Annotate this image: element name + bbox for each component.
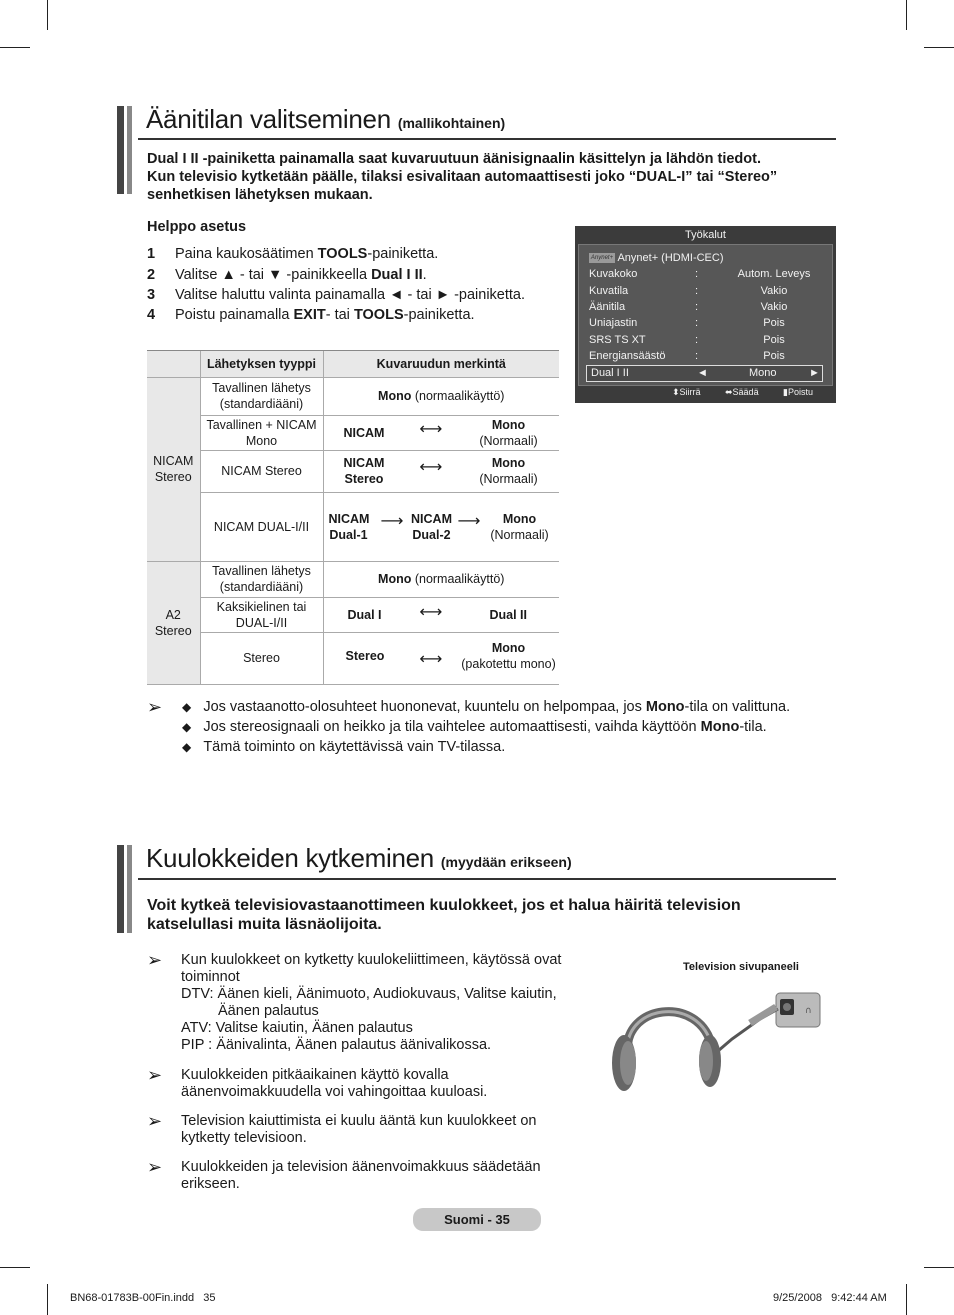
step-text: . [422, 267, 427, 283]
footer-file: BN68-01783B-00Fin.indd 35 [70, 1292, 216, 1304]
table-cell: Stereo [200, 632, 323, 684]
table-row [147, 492, 559, 561]
step-bold: TOOLS [317, 246, 368, 262]
diamond-bullet-icon: ◆ [182, 700, 192, 714]
table-cell: Tavallinen + NICAM Mono [200, 415, 323, 450]
osd-footer [575, 387, 836, 401]
cell-text: (Normaali) [490, 527, 549, 542]
osd-row-colon: : [695, 350, 699, 362]
note-list [182, 699, 832, 756]
easy-setup-heading: Helppo asetus [147, 219, 247, 235]
panel-label: Television sivupaneeli [683, 961, 799, 973]
table-row [147, 450, 559, 492]
table-cell: Kaksikielinen tai DUAL-I/II [200, 597, 323, 632]
table-cell: Tavallinen lähetys (standardiääni) [200, 561, 323, 597]
list-item [182, 699, 832, 716]
anynet-logo-icon: Anynet+ [590, 255, 614, 262]
table-group: A2 Stereo [147, 561, 200, 684]
table-cell: NICAM Stereo [200, 450, 323, 492]
table-cell [323, 597, 559, 632]
cell-bold: Dual II [489, 607, 528, 622]
updown-icon: ⬍ [672, 387, 680, 397]
cell-bold: Mono [491, 641, 526, 655]
tools-menu-osd [575, 226, 836, 403]
osd-row-value: Vakio [760, 285, 788, 297]
double-arrow-icon: ⟷ [419, 651, 443, 668]
step-text: Valitse ▲ - tai ▼ -painikkeella [175, 267, 372, 283]
cell-text: (pakotettu mono) [461, 657, 556, 671]
double-arrow-icon: ⟷ [419, 459, 443, 476]
note-line: PIP : Äänivalinta, Äänen palautus äänivalikossa. [181, 1037, 492, 1053]
note-line: ATV: Valitse kaiutin, Äänen palautus [181, 1020, 413, 1036]
title-subtitle: (mallikohtainen) [397, 115, 506, 131]
note-block [181, 1159, 581, 1193]
note-bold: Mono [700, 719, 740, 735]
note-arrow-icon: ➢ [147, 697, 163, 717]
note-block [181, 952, 581, 1054]
cell-bold: NICAM [343, 425, 385, 440]
note-arrow-icon: ➢ [147, 1157, 163, 1177]
intro-line: Dual I II -painiketta painamalla saat kuvaruutuun äänisignaalin käsittelyn ja lähdön tiedot. [147, 151, 761, 167]
section-bar [117, 845, 124, 933]
step-bold: EXIT [293, 307, 326, 323]
step-number: 4 [147, 307, 156, 323]
section-title [146, 104, 505, 135]
right-arrow-icon: ⟶ [380, 512, 404, 530]
note-bold: Mono [645, 699, 685, 715]
osd-row-label: Äänitila [589, 301, 626, 313]
cell-text: (Normaali) [479, 433, 538, 448]
section-title [146, 843, 572, 874]
crop-mark [0, 47, 30, 48]
osd-title: Työkalut [685, 229, 726, 241]
cell-bold: Mono [491, 417, 526, 432]
step-number: 2 [147, 267, 156, 283]
note-line: Kuulokkeiden ja television äänenvoimakkuus säädetään [181, 1159, 541, 1175]
osd-row-value: Pois [763, 317, 785, 329]
section-rule [138, 878, 836, 880]
section-bar [127, 106, 132, 194]
step-number: 1 [147, 246, 156, 262]
cell-bold: NICAM Dual-1 [328, 511, 370, 542]
note-line: Äänen palautus [218, 1003, 319, 1019]
cell-text: (Normaali) [479, 472, 538, 486]
cell-text: (normaalikäyttö) [411, 389, 505, 403]
step-text: -painiketta. [403, 307, 475, 323]
osd-row-value: Autom. Leveys [737, 268, 811, 280]
section-intro [147, 896, 827, 934]
osd-selected-row[interactable] [586, 365, 823, 382]
double-arrow-icon: ⟷ [419, 420, 443, 438]
note-text: -tila on valittuna. [684, 699, 791, 715]
step-bold: Dual I II [371, 267, 423, 283]
osd-row-label: SRS TS XT [589, 334, 646, 346]
table-cell [323, 415, 559, 450]
osd-row-colon: : [695, 317, 699, 329]
note-line: Kun kuulokkeet on kytketty kuulokeliittimeen, käytössä ovat [181, 952, 562, 968]
note-arrow-icon: ➢ [147, 1111, 163, 1131]
note-arrow-icon: ➢ [147, 1065, 163, 1085]
note-arrow-icon: ➢ [147, 950, 163, 970]
table-cell [323, 377, 559, 415]
osd-row-value: Pois [763, 334, 785, 346]
osd-row[interactable] [589, 315, 829, 331]
cell-bold: NICAM Dual-2 [411, 511, 452, 542]
crop-mark [924, 1267, 954, 1268]
osd-row[interactable] [589, 299, 829, 315]
crop-mark [0, 1267, 30, 1268]
diamond-bullet-icon: ◆ [182, 720, 192, 734]
osd-row[interactable] [589, 332, 829, 348]
osd-row-label: Kuvatila [589, 285, 629, 297]
table-cell [323, 632, 559, 684]
note-line: Television kaiuttimista ei kuulu ääntä kun kuulokkeet on [181, 1113, 537, 1129]
headphones-illustration-icon [600, 985, 830, 1100]
osd-footer-move: Siirrä [679, 387, 701, 397]
title-subtitle: (myydään erikseen) [440, 854, 572, 870]
osd-row-label: Energiansäästö [589, 350, 666, 362]
step-bold: TOOLS [353, 307, 404, 323]
osd-row[interactable] [589, 283, 829, 299]
leftright-icon: ⬌ [725, 387, 733, 397]
crop-mark [906, 0, 907, 30]
note-line: erikseen. [181, 1176, 240, 1192]
right-arrow-icon[interactable]: ► [809, 367, 820, 379]
table-cell: NICAM DUAL-I/II [200, 492, 323, 561]
cell-bold: Mono [502, 511, 537, 526]
note-text: Jos stereosignaali on heikko ja tila vaihtelee automaattisesti, vaihda käyttöön [203, 719, 701, 735]
crop-mark [924, 47, 954, 48]
table-row [147, 597, 559, 632]
osd-row-value: Vakio [760, 301, 788, 313]
exit-icon: ▮ [783, 387, 788, 397]
cell-bold: NICAM Stereo [343, 456, 385, 486]
intro-line: senhetkisen lähetyksen mukaan. [147, 187, 373, 203]
table-row [147, 561, 559, 597]
cell-bold: Mono [378, 572, 412, 586]
table-cell [323, 492, 559, 561]
step-text: Poistu painamalla [175, 307, 294, 323]
table-header: Kuvaruudun merkintä [323, 351, 559, 377]
section-rule [138, 138, 836, 140]
svg-text:∩: ∩ [805, 1006, 812, 1016]
crop-mark [47, 1284, 48, 1315]
note-text: Jos vastaanotto-olosuhteet huononevat, kuuntelu on helpompaa, jos [203, 699, 646, 715]
cell-bold: Dual I [347, 607, 382, 622]
table-cell [323, 450, 559, 492]
osd-row-colon: : [695, 268, 699, 280]
cell-bold: Mono [378, 389, 412, 403]
osd-anynet-row[interactable] [589, 250, 829, 266]
table-cell [323, 561, 559, 597]
osd-row-label: Kuvakoko [589, 268, 638, 280]
title-text: Äänitilan valitseminen [146, 104, 391, 134]
osd-row-colon: : [695, 301, 699, 313]
cell-bold: Stereo [345, 649, 385, 663]
osd-row-value: Pois [763, 350, 785, 362]
cell-bold: Mono [491, 456, 526, 470]
crop-mark [906, 1284, 907, 1315]
table-row [147, 415, 559, 450]
crop-mark [47, 0, 48, 30]
double-arrow-icon: ⟷ [419, 603, 443, 621]
osd-footer-exit: Poistu [787, 387, 813, 397]
step-number: 3 [147, 287, 156, 303]
table-cell: Tavallinen lähetys (standardiääni) [200, 377, 323, 415]
table-header: Lähetyksen tyyppi [200, 351, 323, 377]
step-text: -painiketta. [367, 246, 439, 262]
footer-date: 9/25/2008 9:42:44 AM [773, 1292, 887, 1304]
section-bar [127, 845, 132, 933]
step-text: Valitse haluttu valinta painamalla ◄ - tai ► -painiketta. [175, 287, 526, 303]
note-text: -tila. [739, 719, 767, 735]
list-item [182, 719, 832, 736]
note-line: DTV: Äänen kieli, Äänimuoto, Audiokuvaus, Valitse kaiutin, [181, 986, 557, 1002]
right-arrow-icon: ⟶ [457, 512, 481, 530]
step-text: - tai [325, 307, 354, 323]
note-text: Tämä toiminto on käytettävissä vain TV-tilassa. [203, 739, 506, 755]
note-block [181, 1113, 581, 1147]
diamond-bullet-icon: ◆ [182, 740, 192, 754]
cell-text: (normaalikäyttö) [411, 572, 505, 586]
osd-row-colon: : [695, 334, 699, 346]
page-number: Suomi - 35 [413, 1208, 541, 1231]
list-item [182, 739, 832, 756]
table-corner [147, 351, 200, 377]
intro-line: Voit kytkeä televisiovastaanottimeen kuulokkeet, jos et halua häiritä television [147, 897, 741, 914]
section-intro [147, 150, 847, 204]
osd-anynet-label: Anynet+ (HDMI-CEC) [617, 252, 724, 264]
step-text: Paina kaukosäätimen [175, 246, 318, 262]
osd-footer-adjust: Säädä [732, 387, 759, 397]
title-text: Kuulokkeiden kytkeminen [146, 843, 434, 873]
osd-row[interactable] [589, 348, 829, 364]
table-group: NICAM Stereo [147, 377, 200, 561]
note-line: äänenvoimakkuudella voi vahingoittaa kuuloasi. [181, 1084, 488, 1100]
note-line: kytketty televisioon. [181, 1130, 307, 1146]
osd-row[interactable] [589, 266, 829, 282]
section-bar [117, 106, 124, 194]
intro-line: katselullasi muita läsnäolijoita. [147, 916, 382, 933]
osd-row-label: Dual I II [591, 367, 629, 379]
note-line: Kuulokkeiden pitkäaikainen käyttö kovalla [181, 1067, 449, 1083]
table-row [147, 377, 559, 415]
left-arrow-icon[interactable]: ◄ [697, 367, 708, 379]
note-block [181, 1067, 581, 1101]
table-row [147, 632, 559, 684]
osd-row-label: Uniajastin [589, 317, 638, 329]
osd-row-colon: : [695, 285, 699, 297]
intro-line: Kun televisio kytketään päälle, tilaksi esivalitaan automaattisesti joko “DUAL-I” tai “Stereo” [147, 169, 778, 185]
signal-table [147, 351, 559, 685]
osd-row-value: Mono [749, 367, 777, 379]
note-line: toiminnot [181, 969, 240, 985]
